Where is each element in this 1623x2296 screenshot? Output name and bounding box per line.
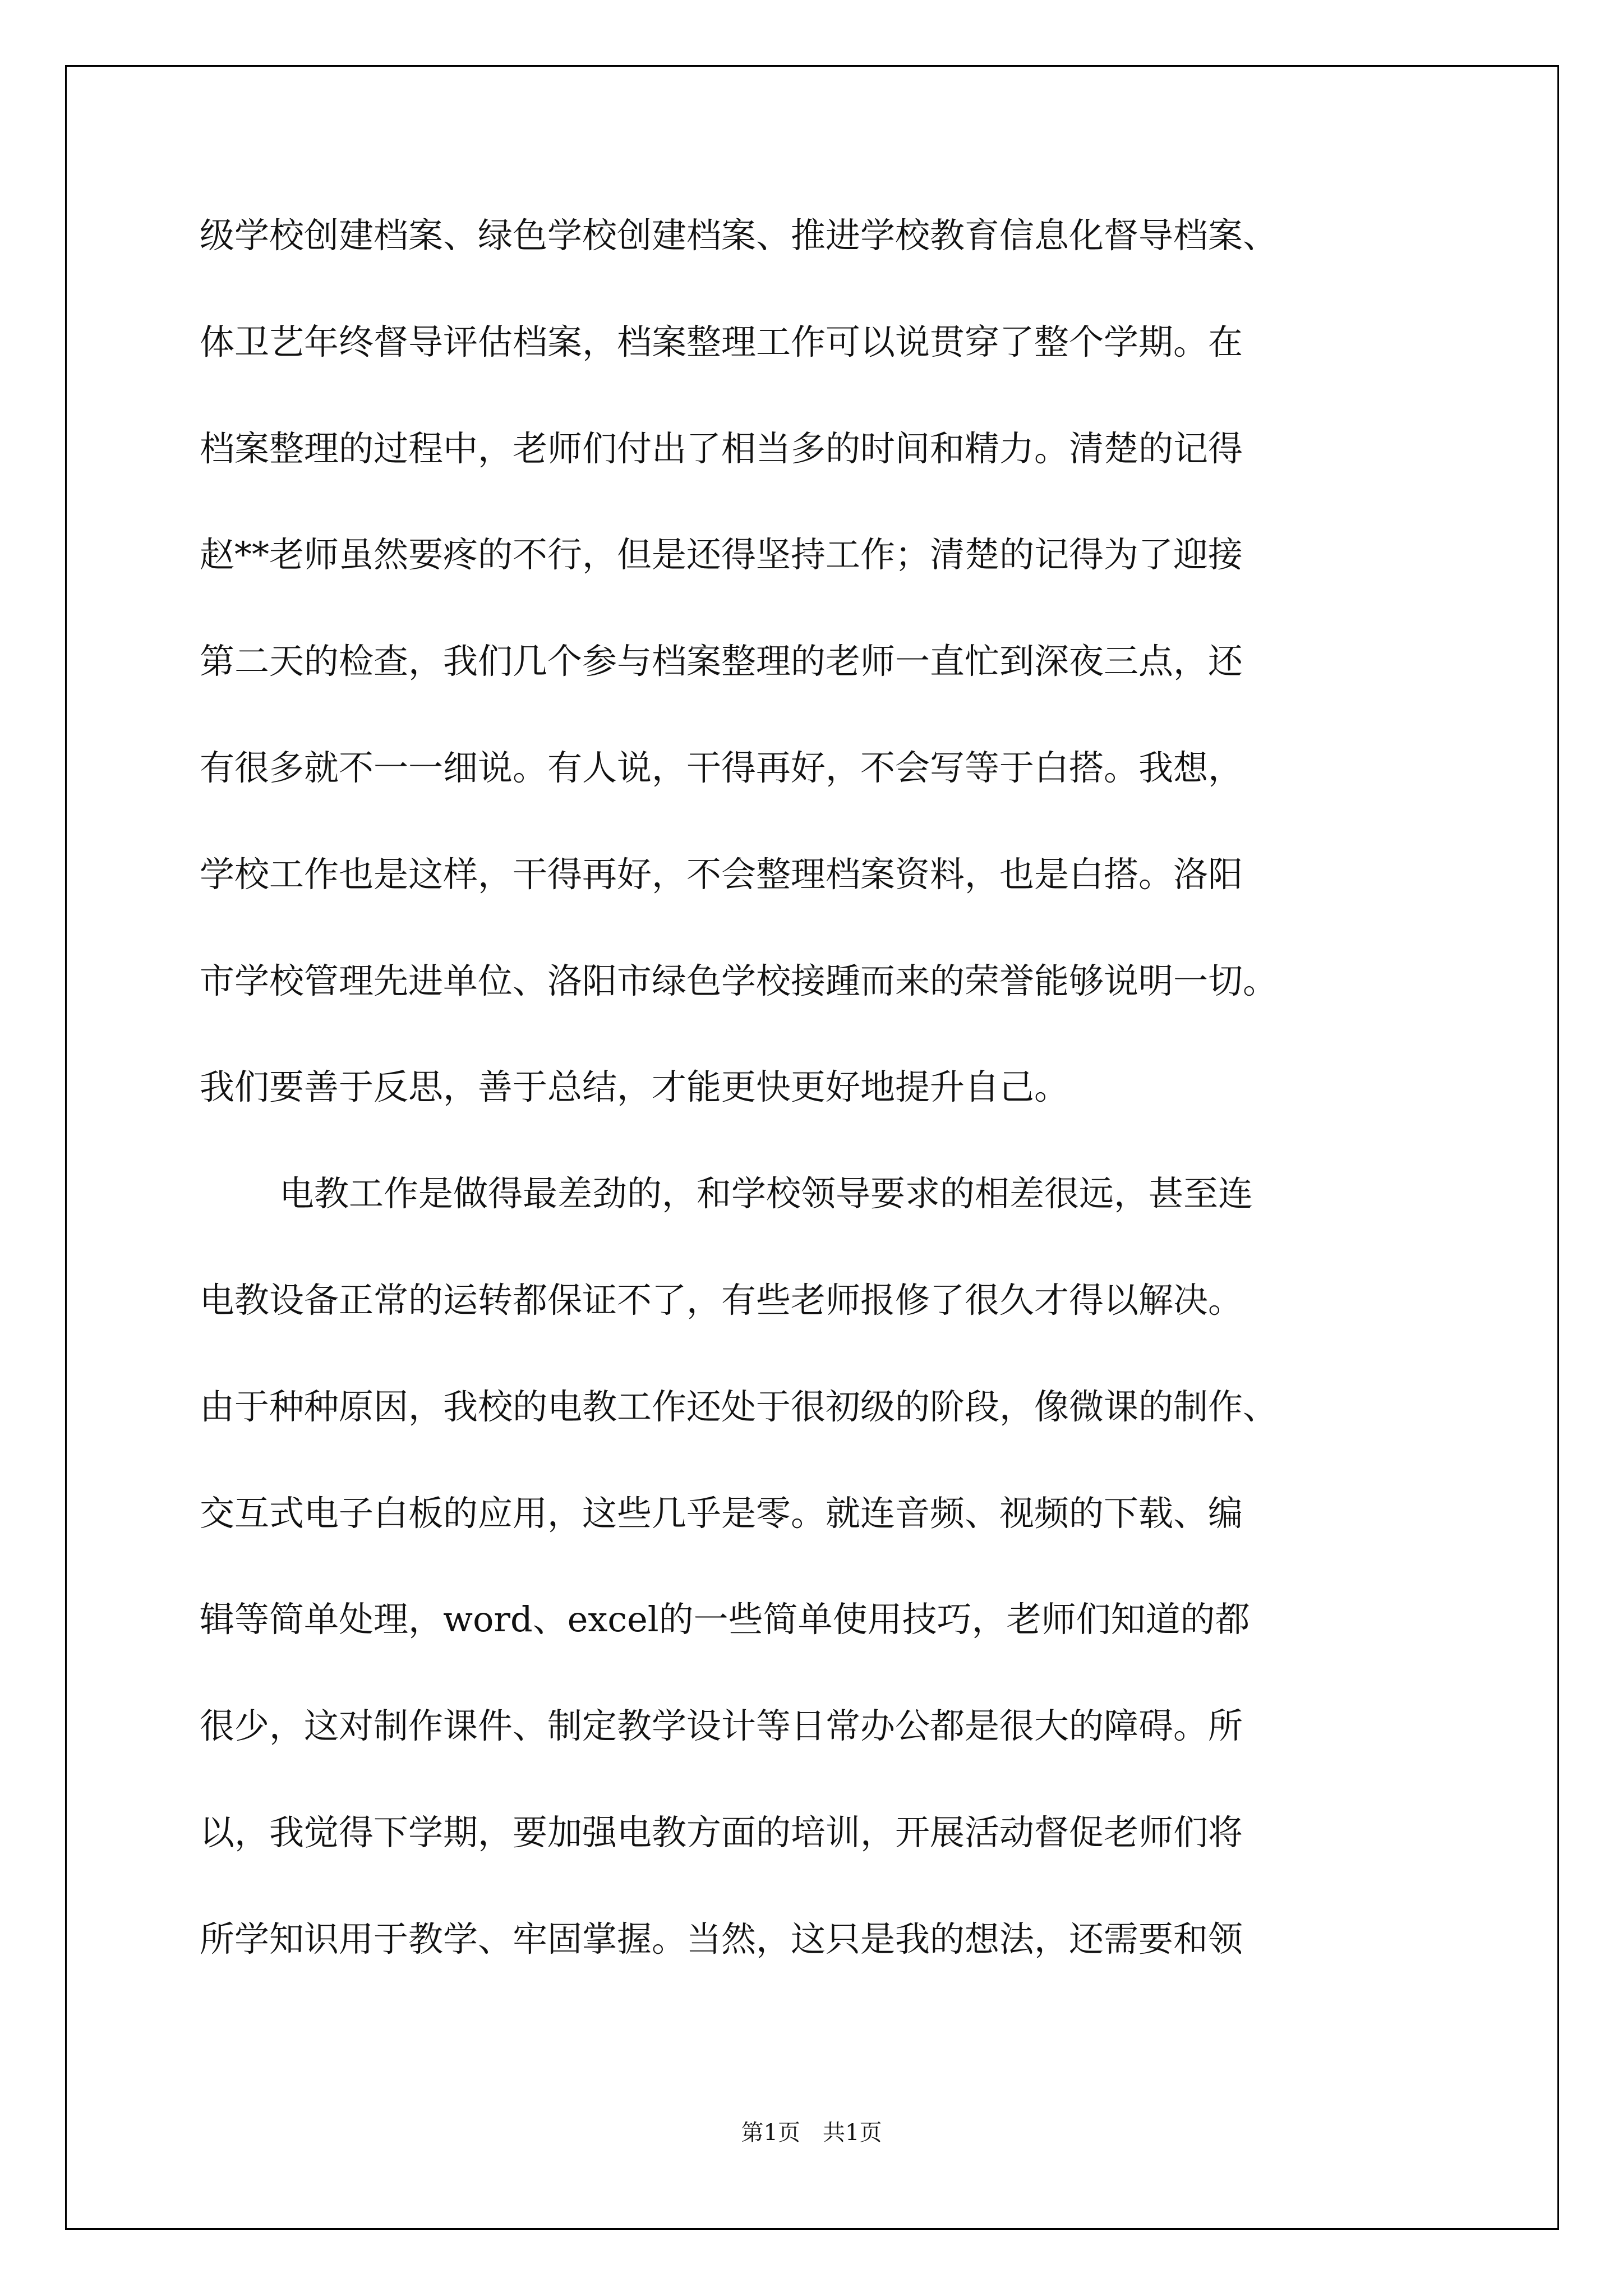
text-line: 交互式电子白板的应用，这些几乎是零。就连音频、视频的下载、编 (200, 1493, 1243, 1534)
text-line: 体卫艺年终督导评估档案，档案整理工作可以说贯穿了整个学期。在 (200, 321, 1243, 362)
page-footer: 第1页 共1页 (741, 2120, 882, 2146)
text-line: 档案整理的过程中，老师们付出了相当多的时间和精力。清楚的记得 (200, 428, 1243, 469)
text-line: 以，我觉得下学期，要加强电教方面的培训，开展活动督促老师们将 (200, 1812, 1243, 1853)
text-line: 很少，这对制作课件、制定教学设计等日常办公都是很大的障碍。所 (200, 1705, 1243, 1746)
text-line: 由于种种原因，我校的电教工作还处于很初级的阶段，像微课的制作、 (200, 1386, 1278, 1427)
text-line: 所学知识用于教学、牢固掌握。当然，这只是我的想法，还需要和领 (200, 1918, 1243, 1959)
paragraph-start-line: 电教工作是做得最差劲的，和学校领导要求的相差很远，甚至连 (279, 1173, 1253, 1214)
page-border (65, 65, 1559, 2230)
text-line: 我们要善于反思，善于总结，才能更快更好地提升自己。 (200, 1066, 1069, 1107)
text-line: 第二天的检查，我们几个参与档案整理的老师一直忙到深夜三点，还 (200, 641, 1243, 682)
text-line: 级学校创建档案、绿色学校创建档案、推进学校教育信息化督导档案、 (200, 215, 1278, 256)
text-line: 电教设备正常的运转都保证不了，有些老师报修了很久才得以解决。 (200, 1280, 1243, 1320)
text-line: 市学校管理先进单位、洛阳市绿色学校接踵而来的荣誉能够说明一切。 (200, 960, 1278, 1001)
text-line: 有很多就不一一细说。有人说，干得再好，不会写等于白搭。我想， (200, 747, 1243, 788)
text-line: 赵**老师虽然要疼的不行，但是还得坚持工作；清楚的记得为了迎接 (200, 534, 1243, 575)
text-line: 学校工作也是这样，干得再好，不会整理档案资料，也是白搭。洛阳 (200, 854, 1243, 895)
text-line: 辑等简单处理，word、excel的一些简单使用技巧，老师们知道的都 (200, 1599, 1250, 1640)
